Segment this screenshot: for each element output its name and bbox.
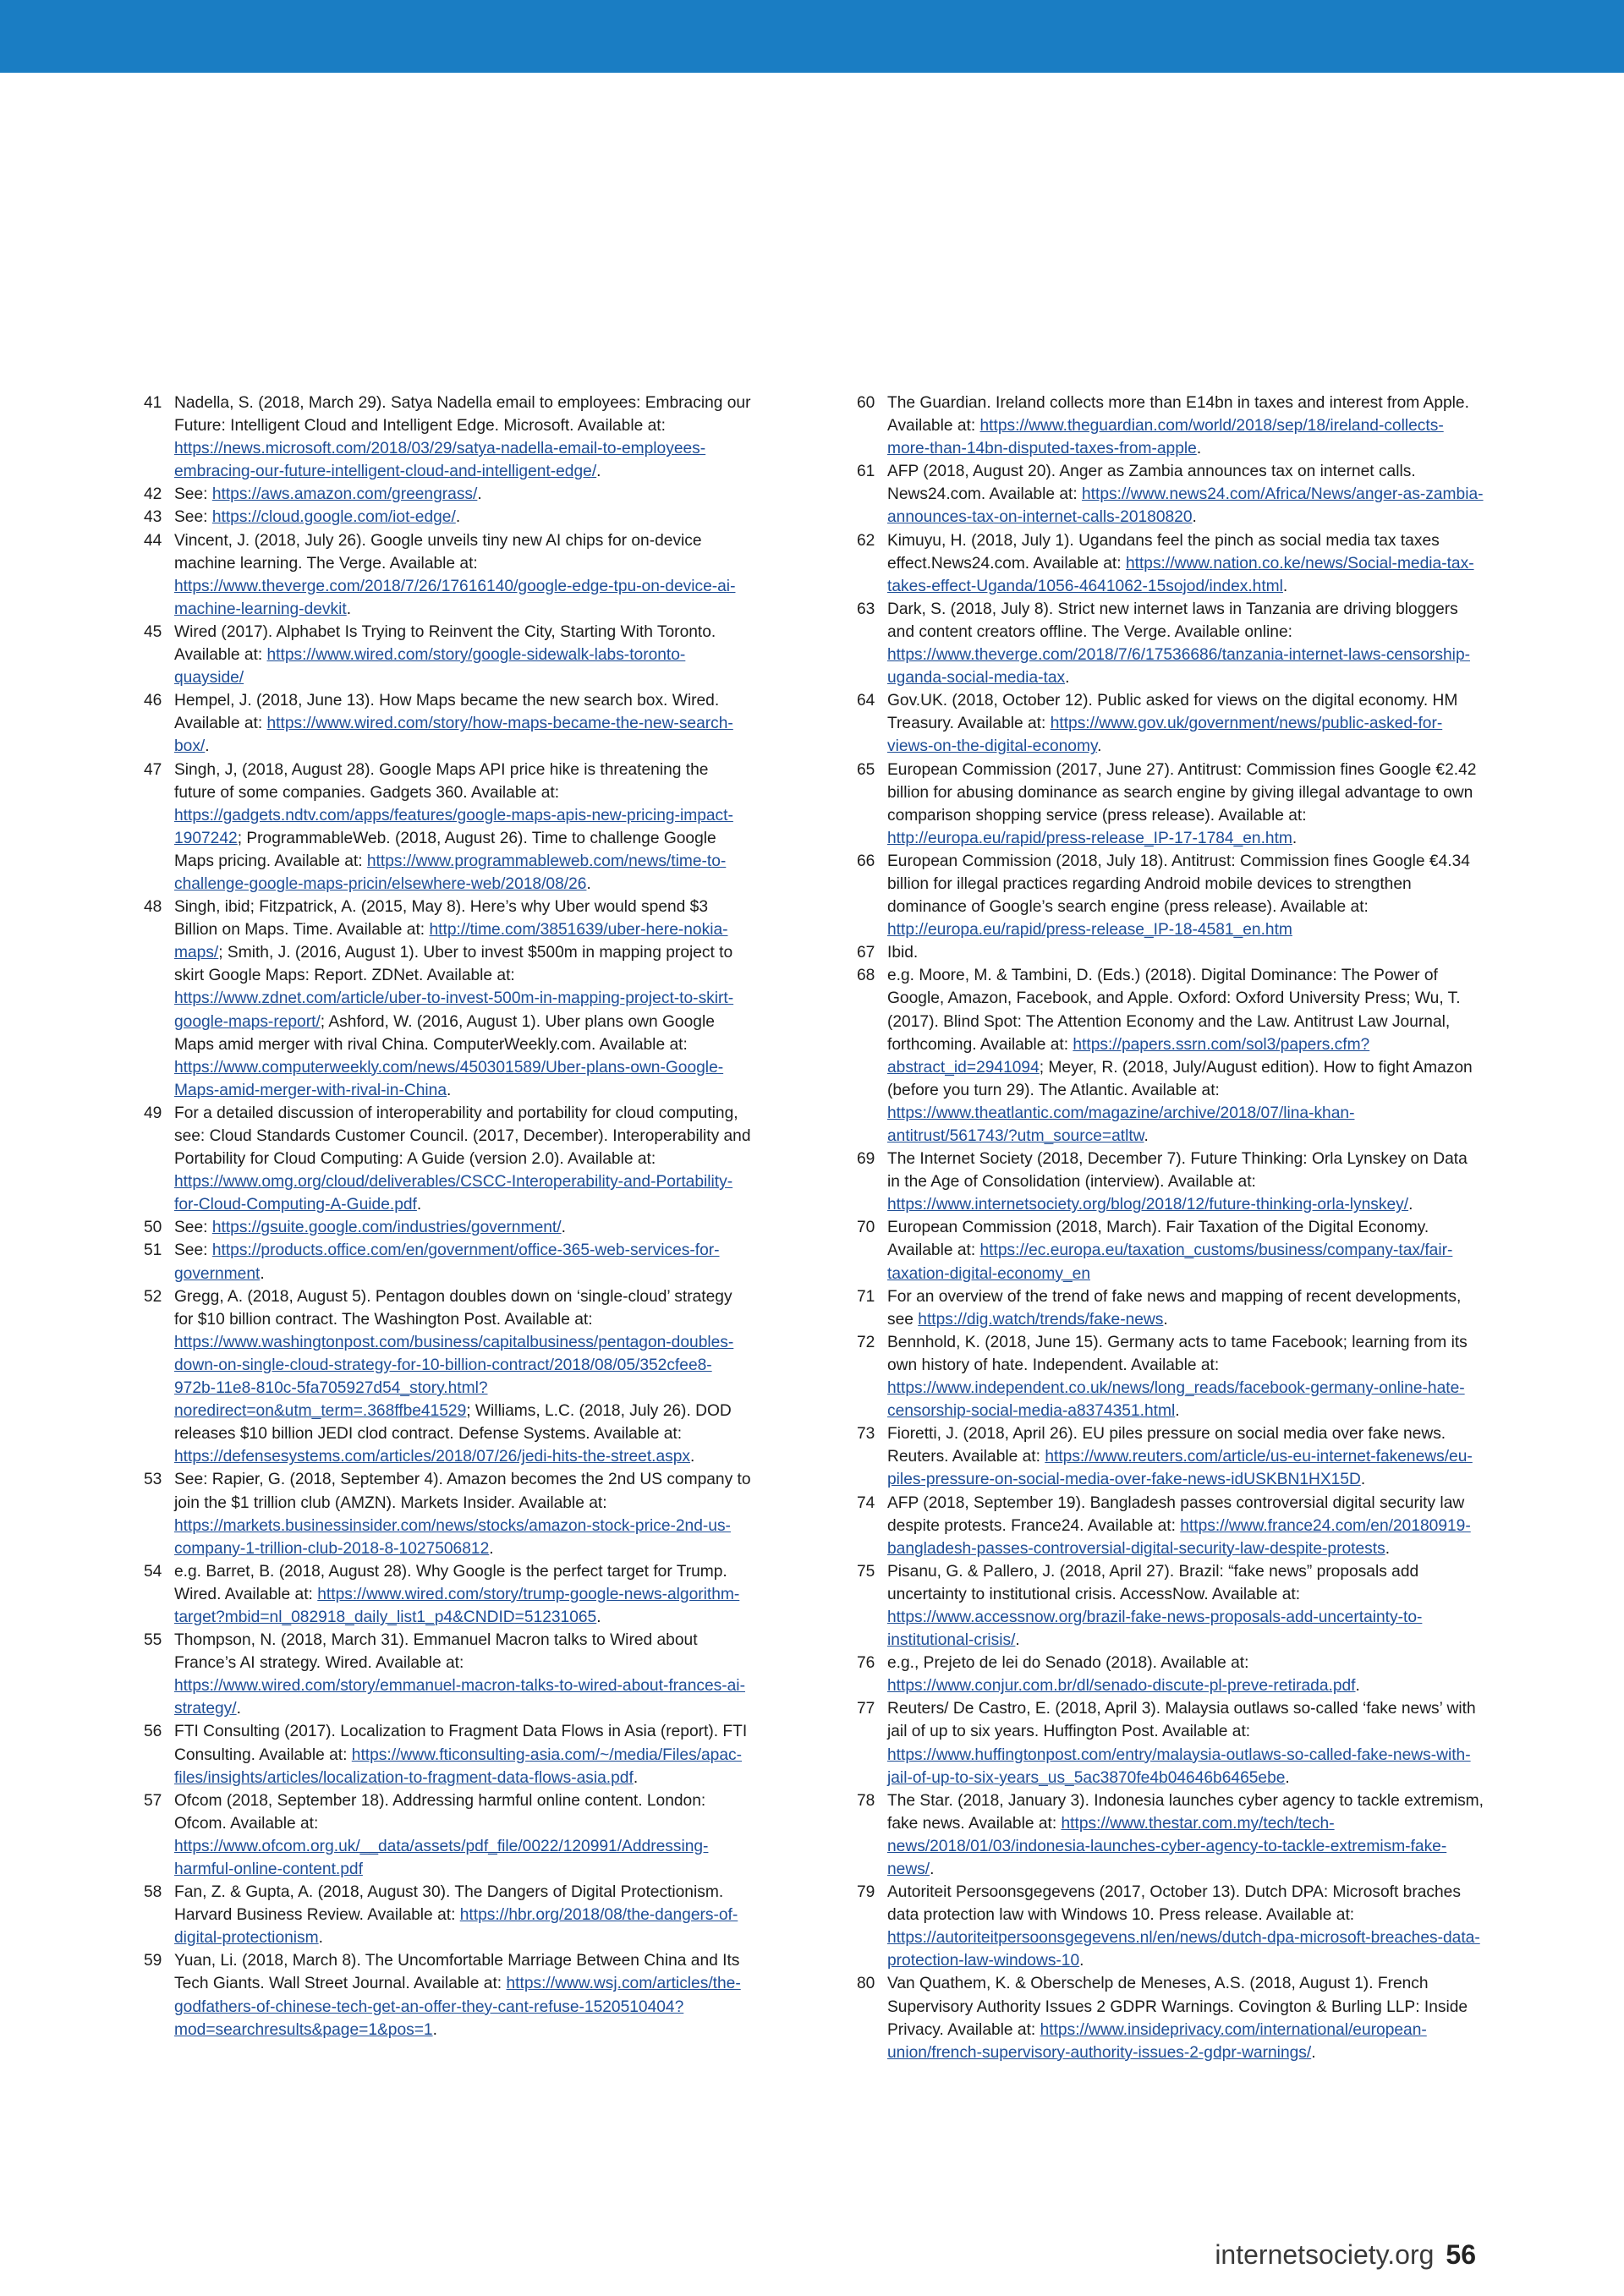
endnote-link[interactable]: https://www.gov.uk/government/news/public-asked-for-views-on-the-digital-economy <box>887 715 1443 756</box>
endnote-link[interactable]: https://www.accessnow.org/brazil-fake-news-proposals-add-uncertainty-to-institutional-crisis/ <box>887 1608 1423 1650</box>
endnote-text <box>887 1288 1461 1329</box>
endnote-link[interactable]: https://markets.businessinsider.com/news/stocks/amazon-stock-price-2nd-us-company-1-trillion-club-2018-8-1027506812 <box>174 1516 731 1558</box>
endnote-link[interactable]: https://www.reuters.com/article/us-eu-internet-fakenews/eu-piles-pressure-on-social-media-over-fake-news-idUSKBN1HX15D <box>887 1448 1473 1489</box>
endnote-fragment: . <box>633 1768 639 1787</box>
endnote-link[interactable]: https://www.washingtonpost.com/business/capitalbusiness/pentagon-doubles-down-on-single-cloud-strategy-for-10-billion-contract/2018/08/05/352cfee8-972b-11e8-810c-5fa705927d54_story.html?noredirect=on&utm_term=.368ffbe41529 <box>174 1333 734 1421</box>
endnote-text <box>174 761 733 893</box>
endnote-fragment: . <box>432 2020 437 2039</box>
endnote <box>144 1789 753 1881</box>
endnote <box>144 896 753 1102</box>
endnote-number: 56 <box>144 1723 162 1741</box>
endnote <box>857 1331 1484 1422</box>
endnote-fragment: Ibid. <box>887 944 919 962</box>
endnote-fragment: European Commission (2018, March). Fair Taxation of the Digital Economy. Available at: <box>887 1219 1429 1260</box>
endnote-fragment: . <box>236 1700 241 1718</box>
endnote-fragment: . <box>489 1539 494 1558</box>
endnote-link[interactable]: https://ec.europa.eu/taxation_customs/business/company-tax/fair-taxation-digital-economy_en <box>887 1241 1453 1283</box>
endnote-link[interactable]: https://www.zdnet.com/article/uber-to-invest-500m-in-mapping-project-to-skirt-google-maps-report/ <box>174 989 734 1031</box>
endnote-link[interactable]: https://www.programmableweb.com/news/time-to-challenge-google-maps-pricin/elsewhere-web/2018/08/26 <box>174 852 727 893</box>
endnote-fragment: See: Rapier, G. (2018, September 4). Amazon becomes the 2nd US company to join the $1 trillion club (AMZN). Markets Insider. Available at: <box>174 1471 751 1512</box>
endnote <box>857 964 1484 1148</box>
endnote-text <box>887 1150 1468 1214</box>
endnote-fragment: European Commission (2018, July 18). Antitrust: Commission fines Google €4.34 billion for illegal practices regarding Android mobile devices to strengthen dominance of Google’s search engine (press release). Available at: <box>887 852 1470 917</box>
endnote-link[interactable]: https://www.theverge.com/2018/7/6/17536686/tanzania-internet-laws-censorship-uganda-social-media-tax <box>887 646 1471 688</box>
endnote-link[interactable]: https://news.microsoft.com/2018/03/29/satya-nadella-email-to-employees-embracing-our-future-intelligent-cloud-and-intelligent-edge/ <box>174 440 706 481</box>
endnote-fragment: Van Quathem, K. & Oberschelp de Meneses, A.S. (2018, August 1). French Supervisory Authority Issues 2 GDPR Warnings. Covington & Burling LLP: Inside Privacy. Available at: <box>887 1975 1468 2039</box>
endnote-link[interactable]: https://papers.ssrn.com/sol3/papers.cfm?abstract_id=2941094 <box>887 1035 1370 1077</box>
endnote-fragment: ; Smith, J. (2016, August 1). Uber to invest $500m in mapping project to skirt Google Maps: Report. ZDNet. Available at: <box>174 944 733 985</box>
endnote <box>857 1560 1484 1652</box>
footer-site[interactable]: internetsociety.org <box>1215 2239 1435 2270</box>
endnote-fragment: . <box>455 508 461 527</box>
endnote-link[interactable]: https://autoriteitpersoonsgegevens.nl/en/news/dutch-dpa-microsoft-breaches-data-protection-law-windows-10 <box>887 1929 1480 1970</box>
endnote <box>144 1239 753 1285</box>
endnote <box>144 1949 753 2041</box>
endnote-fragment: . <box>930 1860 935 1878</box>
endnote-text <box>887 463 1484 526</box>
endnote-fragment: Bennhold, K. (2018, June 15). Germany acts to tame Facebook; learning from its own history of hate. Independent. Available at: <box>887 1333 1468 1374</box>
endnote-fragment: . <box>447 1081 452 1099</box>
endnote <box>857 1148 1484 1216</box>
endnote-fragment: . <box>1292 829 1298 847</box>
endnote-fragment: . <box>1065 669 1070 688</box>
endnote-fragment: . <box>596 1608 601 1626</box>
endnote-fragment: e.g. Moore, M. & Tambini, D. (Eds.) (2018). Digital Dominance: The Power of Google, Amazon, Facebook, and Apple. Oxford: Oxford University Press; Wu, T. (2017). Blind Spot: The Attention Economy and the Law. Antitrust Law Journal, forthcoming. Available at: <box>887 967 1461 1054</box>
endnote-link[interactable]: https://www.france24.com/en/20180919-bangladesh-passes-controversial-digital-security-law-despite-protests <box>887 1516 1471 1558</box>
endnote-fragment: . <box>1192 508 1197 527</box>
endnote-number: 42 <box>144 485 162 504</box>
endnote-number: 46 <box>144 692 162 710</box>
endnote-fragment: AFP (2018, September 19). Bangladesh passes controversial digital security law despite protests. France24. Available at: <box>887 1493 1465 1535</box>
endnote-fragment: Yuan, Li. (2018, March 8). The Uncomfortable Marriage Between China and Its Tech Giants. Wall Street Journal. Available at: <box>174 1952 740 1993</box>
endnote-link[interactable]: https://www.omg.org/cloud/deliverables/CSCC-Interoperability-and-Portability-for-Cloud-Computing-A-Guide.pdf <box>174 1173 733 1214</box>
endnote-link[interactable]: http://europa.eu/rapid/press-release_IP-18-4581_en.htm <box>887 921 1292 940</box>
endnote-fragment: FTI Consulting (2017). Localization to Fragment Data Flows in Asia (report). FTI Consulting. Available at: <box>174 1723 748 1764</box>
endnote-number: 68 <box>857 967 875 985</box>
endnote-fragment: . <box>416 1196 422 1214</box>
endnote-text <box>887 967 1473 1145</box>
endnote-fragment: . <box>561 1219 566 1237</box>
endnote-link[interactable]: https://www.wired.com/story/emmanuel-macron-talks-to-wired-about-frances-ai-strategy/ <box>174 1677 745 1718</box>
endnote <box>857 1422 1484 1491</box>
endnote-fragment: . <box>1355 1677 1360 1696</box>
endnote-fragment: . <box>1015 1631 1020 1650</box>
endnote-text <box>174 1241 720 1282</box>
endnote-number: 66 <box>857 852 875 870</box>
endnote-text <box>887 1792 1484 1878</box>
endnote-fragment: See: <box>174 1219 212 1237</box>
endnote-number: 80 <box>857 1975 875 1993</box>
endnote-fragment: See: <box>174 1241 212 1260</box>
endnote-text <box>887 761 1476 847</box>
endnote-link[interactable]: https://www.wired.com/story/google-sidewalk-labs-toronto-quayside/ <box>174 646 686 688</box>
page-footer <box>1215 2239 1476 2271</box>
endnote-fragment: ; Williams, L.C. (2018, July 26). DOD releases $10 billion JEDI clod contract. Defense Systems. Available at: <box>174 1402 732 1444</box>
endnote-fragment: Gov.UK. (2018, October 12). Public asked for views on the digital economy. HM Treasury. Available at: <box>887 692 1458 733</box>
endnote-fragment: The Internet Society (2018, December 7). Future Thinking: Orla Lynskey on Data in the Age of Consolidation (interview). Available at: <box>887 1150 1468 1192</box>
endnote-text <box>887 1700 1476 1786</box>
endnote-link[interactable]: https://www.wired.com/story/how-maps-became-the-new-search-box/ <box>174 715 733 756</box>
endnote-text <box>174 1792 708 1878</box>
endnote-link[interactable]: https://www.computerweekly.com/news/450301589/Uber-plans-own-Google-Maps-amid-merger-with-rival-in-China <box>174 1058 724 1099</box>
endnote-link[interactable]: https://gadgets.ndtv.com/apps/features/google-maps-apis-new-pricing-impact-1907242 <box>174 806 733 847</box>
endnote <box>857 941 1484 964</box>
endnote <box>144 529 753 621</box>
endnote-fragment: Nadella, S. (2018, March 29). Satya Nadella email to employees: Embracing our Future: Intelligent Cloud and Intelligent Edge. Microsoft. Available at: <box>174 394 751 436</box>
endnote-link[interactable]: https://www.huffingtonpost.com/entry/malaysia-outlaws-so-called-fake-news-with-jail-of-up-to-six-years_us_5ac3870fe4b04646b6465ebe <box>887 1745 1471 1787</box>
endnote-fragment: For an overview of the trend of fake news and mapping of recent developments, see <box>887 1287 1462 1329</box>
endnote-fragment: . <box>318 1929 323 1948</box>
endnote-fragment: Autoriteit Persoonsgegevens (2017, October 13). Dutch DPA: Microsoft braches data protection law with Windows 10. Press release. Available at: <box>887 1883 1461 1925</box>
endnote-text <box>174 508 460 526</box>
endnote-fragment: . <box>596 463 601 481</box>
endnote-text <box>887 600 1470 687</box>
endnote-fragment: European Commission (2017, June 27). Antitrust: Commission fines Google €2.42 billion for abusing dominance as search engine by giving illegal advantage to own comparison shopping service (press release). Available at: <box>887 760 1477 825</box>
endnote-fragment: Vincent, J. (2018, July 26). Google unveils tiny new AI chips for on-device machine learning. The Verge. Available at: <box>174 531 702 573</box>
endnote-link[interactable]: https://www.wsj.com/articles/the-godfathers-of-chinese-tech-get-an-offer-they-cant-refuse-1520510404?mod=searchresults&page=1&pos=1 <box>174 1975 741 2039</box>
endnote-number: 52 <box>144 1287 162 1306</box>
endnote-link[interactable]: http://time.com/3851639/uber-here-nokia-maps/ <box>174 921 728 962</box>
endnote-fragment: . <box>1360 1471 1366 1489</box>
endnote-link[interactable]: https://www.theverge.com/2018/7/26/17616140/google-edge-tpu-on-device-ai-machine-learning-devkit <box>174 577 736 618</box>
endnote-link[interactable]: https://www.theguardian.com/world/2018/sep/18/ireland-collects-more-than-14bn-disputed-taxes-from-apple <box>887 417 1444 458</box>
endnote-number: 76 <box>857 1654 875 1673</box>
endnote <box>857 1492 1484 1560</box>
endnote-number: 50 <box>144 1219 162 1237</box>
endnote <box>857 1285 1484 1331</box>
endnote-fragment: e.g. Barret, B. (2018, August 28). Why Google is the perfect target for Trump. Wired. Available at: <box>174 1562 727 1603</box>
endnote-text <box>887 394 1469 458</box>
endnote-fragment: . <box>1097 737 1102 756</box>
endnote-text <box>174 1883 738 1947</box>
endnote-link[interactable]: https://www.theatlantic.com/magazine/archive/2018/07/lina-khan-antitrust/561743/?utm_source=atltw <box>887 1104 1355 1145</box>
header-bar <box>0 0 1624 73</box>
endnote-fragment: . <box>1175 1402 1180 1421</box>
endnote <box>857 598 1484 689</box>
endnote-link[interactable]: https://www.thestar.com.my/tech/tech-news/2018/01/03/indonesia-launches-cyber-agency-to-tackle-extremism-fake-news/ <box>887 1814 1447 1878</box>
endnote-link[interactable]: https://www.internetsociety.org/blog/2018/12/future-thinking-orla-lynskey/ <box>887 1196 1409 1214</box>
endnote-fragment: Singh, J, (2018, August 28). Google Maps API price hike is threatening the future of some companies. Gadgets 360. Available at: <box>174 760 709 802</box>
endnote-link[interactable]: https://dig.watch/trends/fake-news <box>918 1310 1164 1329</box>
endnote-number: 60 <box>857 394 875 412</box>
endnote-text <box>887 1425 1473 1488</box>
endnote-text <box>174 394 751 480</box>
endnote-number: 59 <box>144 1952 162 1970</box>
endnote-fragment: . <box>1163 1310 1168 1329</box>
endnote-text <box>174 692 733 755</box>
endnote-link[interactable]: https://www.independent.co.uk/news/long_reads/facebook-germany-online-hate-censorship-social-media-a8374351.html <box>887 1379 1465 1421</box>
endnote-number: 48 <box>144 898 162 917</box>
endnote-fragment: . <box>1385 1539 1391 1558</box>
endnote <box>144 1216 753 1239</box>
endnote <box>857 1881 1484 1972</box>
endnote-text <box>887 1334 1468 1420</box>
endnote <box>857 1972 1484 2063</box>
endnote <box>144 1881 753 1949</box>
endnotes-right-column <box>857 392 1484 2064</box>
endnote-link[interactable]: https://www.fticonsulting-asia.com/~/media/Files/apac-files/insights/articles/localization-to-fragment-data-flows-asia.pdf <box>174 1745 743 1787</box>
endnote-fragment: . <box>1282 577 1288 595</box>
endnote-number: 51 <box>144 1241 162 1260</box>
endnote-link[interactable]: https://aws.amazon.com/greengrass/ <box>211 485 478 504</box>
endnote-fragment: Kimuyu, H. (2018, July 1). Ugandans feel the pinch as social media tax taxes effect.News24.com. Available at: <box>887 531 1440 573</box>
endnote <box>144 483 753 506</box>
endnote-number: 65 <box>857 760 875 779</box>
endnote-fragment: Singh, ibid; Fitzpatrick, A. (2015, May 8). Here’s why Uber would spend $3 Billion on Maps. Time. Available at: <box>174 898 709 940</box>
endnote-fragment: . <box>1408 1196 1413 1214</box>
endnote-text <box>174 1219 566 1236</box>
endnote-number: 45 <box>144 622 162 641</box>
endnote-link[interactable]: https://www.conjur.com.br/dl/senado-discute-pl-preve-retirada.pdf <box>887 1677 1356 1696</box>
endnote-fragment: ; Ashford, W. (2016, August 1). Uber plans own Google Maps amid merger with rival China. ComputerWeekly.com. Available at: <box>174 1012 715 1054</box>
endnote-link[interactable]: https://www.wired.com/story/trump-google-news-algorithm-target?mbid=nl_082918_daily_list1_p4&CNDID=51231065 <box>174 1585 740 1626</box>
endnote-text <box>887 1975 1468 2061</box>
endnote-text <box>887 1654 1360 1695</box>
endnote-text <box>174 1631 745 1718</box>
endnote <box>144 1629 753 1720</box>
endnote-fragment: . <box>260 1264 265 1283</box>
endnote-link[interactable]: https://www.insideprivacy.com/international/european-union/french-supervisory-authority-issues-2-gdpr-warnings/ <box>887 2020 1427 2062</box>
endnote-number: 55 <box>144 1631 162 1650</box>
endnote-fragment: For a detailed discussion of interoperability and portability for cloud computing, see: Cloud Standards Customer Council. (2017, December). Interoperability and Portability for Cloud Computing: A Guide (version 2.0). Available at: <box>174 1104 751 1169</box>
endnote-link[interactable]: https://www.news24.com/Africa/News/anger-as-zambia-announces-tax-on-internet-calls-20180820 <box>887 485 1484 527</box>
endnote-fragment: . <box>1079 1952 1084 1970</box>
endnote <box>144 1560 753 1629</box>
endnote-fragment: Dark, S. (2018, July 8). Strict new internet laws in Tanzania are driving bloggers and content creators offline. The Verge. Available online: <box>887 600 1458 641</box>
endnote-number: 75 <box>857 1562 875 1581</box>
endnote-fragment: Ofcom (2018, September 18). Addressing harmful online content. London: Ofcom. Available at: <box>174 1791 706 1833</box>
endnote-fragment: . <box>477 485 482 504</box>
endnote-number: 43 <box>144 508 162 527</box>
endnote-number: 54 <box>144 1562 162 1581</box>
endnote-fragment: . <box>586 874 591 893</box>
endnote-number: 61 <box>857 463 875 481</box>
endnote-text <box>887 1219 1452 1282</box>
endnote-number: 79 <box>857 1883 875 1902</box>
endnote-fragment: . <box>346 600 352 618</box>
endnote <box>857 460 1484 529</box>
endnote <box>857 1652 1484 1697</box>
endnote-link[interactable]: https://gsuite.google.com/industries/government/ <box>211 1219 562 1237</box>
endnote <box>857 392 1484 460</box>
endnote <box>857 529 1484 598</box>
endnote-fragment: Hempel, J. (2018, June 13). How Maps became the new search box. Wired. Available at: <box>174 692 720 733</box>
endnote-number: 57 <box>144 1791 162 1810</box>
endnote-text <box>174 1471 751 1557</box>
endnote <box>144 1102 753 1216</box>
endnote-fragment: See: <box>174 485 212 504</box>
endnote-text <box>174 1563 739 1626</box>
endnote-fragment: Fan, Z. & Gupta, A. (2018, August 30). The Dangers of Digital Protectionism. Harvard Business Review. Available at: <box>174 1883 724 1925</box>
endnote <box>857 1216 1484 1285</box>
endnote-number: 69 <box>857 1150 875 1169</box>
endnote-text <box>174 898 733 1099</box>
endnote-text <box>174 1952 741 2038</box>
endnote-text <box>887 1563 1422 1649</box>
endnote-fragment: Gregg, A. (2018, August 5). Pentagon doubles down on ‘single-cloud’ strategy for $10 billion contract. The Washington Post. Available at: <box>174 1287 732 1329</box>
endnote <box>857 850 1484 941</box>
endnote-number: 58 <box>144 1883 162 1902</box>
endnote-text <box>887 692 1457 755</box>
endnote-fragment: ; Meyer, R. (2018, July/August edition). How to fight Amazon (before you turn 29). The Atlantic. Available at: <box>887 1058 1473 1099</box>
endnote-text <box>174 623 716 687</box>
endnote-number: 63 <box>857 600 875 618</box>
endnote <box>144 1285 753 1469</box>
endnote-number: 78 <box>857 1791 875 1810</box>
endnote-text <box>174 1104 751 1214</box>
endnote-fragment: See: <box>174 508 212 527</box>
endnote-link[interactable]: https://www.nation.co.ke/news/Social-media-tax-takes-effect-Uganda/1056-4641062-15sojod/index.html <box>887 554 1474 595</box>
endnote-fragment: Wired (2017). Alphabet Is Trying to Reinvent the City, Starting With Toronto. Available at: <box>174 622 716 665</box>
endnote-text <box>887 944 918 962</box>
endnote <box>144 506 753 529</box>
endnote-text <box>174 1288 733 1466</box>
endnote-link[interactable]: https://defensesystems.com/articles/2018/07/26/jedi-hits-the-street.aspx <box>174 1448 691 1466</box>
endnote <box>144 689 753 758</box>
endnote-link[interactable]: https://www.ofcom.org.uk/__data/assets/pdf_file/0022/120991/Addressing-harmful-online-content.pdf <box>174 1837 709 1878</box>
endnote-text <box>887 1494 1471 1558</box>
endnote-number: 47 <box>144 760 162 779</box>
endnote-fragment: . <box>205 737 210 756</box>
endnote <box>857 689 1484 758</box>
endnote-text <box>174 532 735 618</box>
endnote <box>144 392 753 483</box>
endnote-number: 77 <box>857 1700 875 1718</box>
endnote-fragment: Thompson, N. (2018, March 31). Emmanuel Macron talks to Wired about France’s AI strategy. Wired. Available at: <box>174 1631 698 1673</box>
endnote-text <box>174 1723 747 1786</box>
endnote-number: 44 <box>144 531 162 550</box>
endnote <box>144 759 753 896</box>
endnote-number: 64 <box>857 692 875 710</box>
endnote-fragment: ; ProgrammableWeb. (2018, August 26). Time to challenge Google Maps pricing. Available at: <box>174 829 716 870</box>
endnote-text <box>887 1883 1480 1970</box>
endnote-fragment: . <box>1196 440 1202 458</box>
endnote-fragment: The Star. (2018, January 3). Indonesia launches cyber agency to tackle extremism, fake news. Available at: <box>887 1791 1484 1833</box>
endnote <box>144 621 753 689</box>
endnote-number: 49 <box>144 1104 162 1122</box>
endnote-link[interactable]: https://cloud.google.com/iot-edge/ <box>211 508 456 527</box>
endnote-link[interactable]: http://europa.eu/rapid/press-release_IP-17-1784_en.htm <box>887 829 1292 847</box>
endnote-fragment: AFP (2018, August 20). Anger as Zambia announces tax on internet calls. News24.com. Available at: <box>887 463 1416 504</box>
endnote-number: 62 <box>857 531 875 550</box>
endnote-text <box>887 532 1474 595</box>
endnote-fragment: . <box>690 1448 695 1466</box>
endnote-text <box>174 485 482 503</box>
endnote-fragment: e.g., Prejeto de lei do Senado (2018). Available at: <box>887 1654 1249 1673</box>
endnote-number: 71 <box>857 1287 875 1306</box>
page-number: 56 <box>1446 2239 1476 2270</box>
endnote-fragment: . <box>1311 2043 1316 2062</box>
endnote-fragment: Fioretti, J. (2018, April 26). EU piles pressure on social media over fake news. Reuters. Available at: <box>887 1425 1446 1466</box>
endnote <box>144 1468 753 1559</box>
endnote-number: 74 <box>857 1493 875 1512</box>
endnote-fragment: The Guardian. Ireland collects more than E14bn in taxes and interest from Apple. Available at: <box>887 394 1469 436</box>
endnote-fragment: . <box>1285 1768 1290 1787</box>
endnote <box>857 759 1484 850</box>
endnote <box>857 1789 1484 1881</box>
endnote-number: 72 <box>857 1333 875 1351</box>
endnote <box>144 1720 753 1789</box>
endnotes-left-column <box>144 392 753 2041</box>
endnote-fragment: Reuters/ De Castro, E. (2018, April 3). Malaysia outlaws so-called ‘fake news’ with jail of up to six years. Huffington Post. Available at: <box>887 1700 1476 1741</box>
endnote-link[interactable]: https://hbr.org/2018/08/the-dangers-of-digital-protectionism <box>174 1906 738 1948</box>
endnote-fragment: Pisanu, G. & Pallero, J. (2018, April 27). Brazil: “fake news” proposals add uncertainty to institutional crisis. AccessNow. Available at: <box>887 1562 1419 1603</box>
endnote-number: 53 <box>144 1471 162 1489</box>
endnote <box>857 1697 1484 1789</box>
endnote-number: 67 <box>857 944 875 962</box>
endnote-link[interactable]: https://products.office.com/en/government/office-365-web-services-for-government <box>174 1241 720 1283</box>
endnote-fragment: . <box>1144 1127 1149 1145</box>
endnote-number: 70 <box>857 1219 875 1237</box>
endnote-number: 41 <box>144 394 162 412</box>
endnote-text <box>887 852 1470 939</box>
endnote-number: 73 <box>857 1425 875 1444</box>
